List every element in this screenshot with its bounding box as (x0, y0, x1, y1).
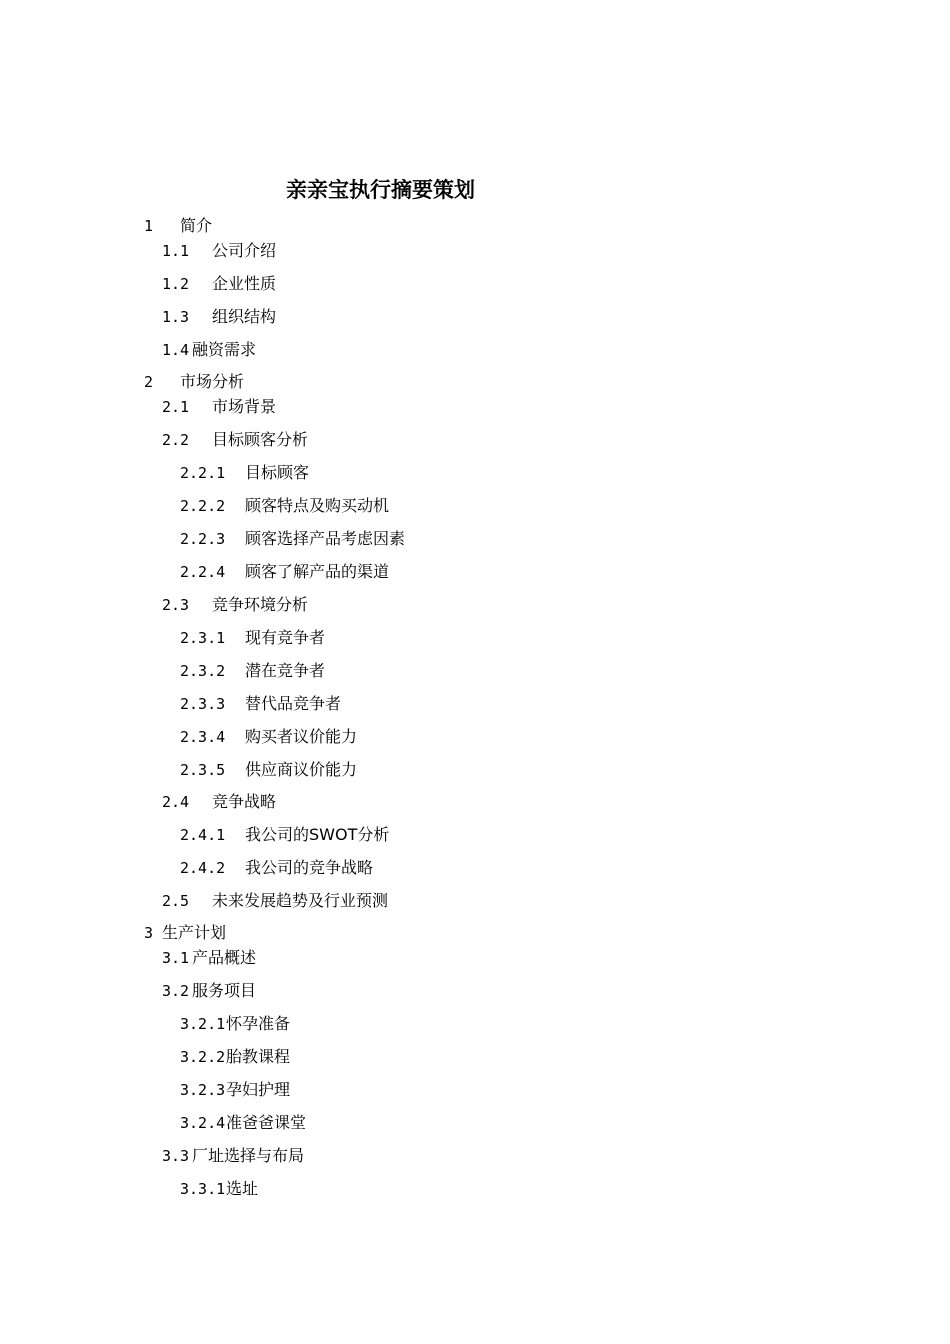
toc-entry-number: 3.1 (162, 949, 190, 967)
toc-entry-number: 1.2 (162, 275, 190, 293)
toc-entry-number: 3.2.4 (180, 1114, 226, 1132)
toc-entry-number: 2 (144, 373, 154, 391)
toc-entry-text: 潜在竞争者 (245, 661, 326, 680)
toc-entry-text: 准爸爸课堂 (226, 1113, 307, 1132)
toc-entry (162, 981, 256, 1001)
toc-entry-text: 胎教课程 (226, 1047, 291, 1066)
toc-entry-number: 2.5 (162, 892, 190, 910)
toc-entry-number: 2.2 (162, 431, 190, 449)
toc-entry (144, 372, 244, 392)
toc-entry (180, 463, 309, 483)
toc-entry-text: 生产计划 (162, 923, 227, 942)
toc-entry-text: 竞争环境分析 (212, 595, 309, 614)
toc-entry-number: 2.4.2 (180, 859, 226, 877)
toc-entry-text: 现有竞争者 (245, 628, 326, 647)
toc-entry-text: 市场分析 (180, 372, 245, 391)
toc-entry-number: 2.2.3 (180, 530, 226, 548)
toc-entry-number: 2.3.4 (180, 728, 226, 746)
toc-entry-text: 厂址选择与布局 (192, 1146, 305, 1165)
document-title: 亲亲宝执行摘要策划 (286, 177, 475, 202)
toc-entry (162, 1146, 304, 1166)
toc-entry-text: 未来发展趋势及行业预测 (212, 891, 389, 910)
toc-entry-number: 3.2 (162, 982, 190, 1000)
toc-entry (162, 274, 276, 294)
toc-entry-number: 2.2.4 (180, 563, 226, 581)
toc-entry (180, 562, 389, 582)
toc-entry-number: 3.2.2 (180, 1048, 226, 1066)
toc-entry (180, 628, 325, 648)
toc-entry-number: 3.2.3 (180, 1081, 226, 1099)
toc-entry (180, 529, 405, 549)
toc-entry (162, 948, 256, 968)
toc-entry-number: 2.4 (162, 793, 190, 811)
toc-entry (144, 923, 226, 943)
toc-entry (162, 307, 276, 327)
toc-entry-text: 目标顾客分析 (212, 430, 309, 449)
toc-entry-text: 服务项目 (192, 981, 257, 1000)
toc-entry-text: 我公司的竞争战略 (245, 858, 374, 877)
toc-entry (180, 858, 373, 878)
toc-entry-number: 2.4.1 (180, 826, 226, 844)
toc-entry (180, 760, 357, 780)
toc-entry (180, 661, 325, 681)
toc-entry (180, 1047, 290, 1067)
toc-entry (162, 792, 276, 812)
toc-entry-number: 1 (144, 217, 154, 235)
toc-entry-text: 替代品竞争者 (245, 694, 342, 713)
toc-entry-text: 我公司的SWOT分析 (245, 825, 390, 844)
toc-entry (144, 216, 212, 236)
toc-entry-number: 2.1 (162, 398, 190, 416)
toc-entry-number: 2.3.5 (180, 761, 226, 779)
toc-entry-text: 顾客选择产品考虑因素 (245, 529, 406, 548)
toc-entry-number: 2.2.1 (180, 464, 226, 482)
toc-entry (162, 397, 276, 417)
toc-entry-text: 孕妇护理 (226, 1080, 291, 1099)
toc-entry (162, 241, 276, 261)
toc-entry-number: 3.3.1 (180, 1180, 226, 1198)
toc-entry (180, 825, 389, 845)
toc-entry (180, 496, 389, 516)
toc-entry (180, 727, 357, 747)
toc-entry (180, 1080, 290, 1100)
toc-entry-text: 市场背景 (212, 397, 277, 416)
toc-entry-text: 融资需求 (192, 340, 257, 359)
toc-entry-number: 1.1 (162, 242, 190, 260)
toc-entry-text: 怀孕准备 (226, 1014, 291, 1033)
toc-entry (180, 1113, 306, 1133)
toc-entry (162, 595, 308, 615)
toc-entry (180, 1179, 258, 1199)
toc-entry (162, 430, 308, 450)
toc-entry (162, 340, 256, 360)
toc-entry-number: 2.3.1 (180, 629, 226, 647)
toc-entry-number: 1.4 (162, 341, 190, 359)
toc-entry-number: 2.3.2 (180, 662, 226, 680)
toc-entry-number: 3.2.1 (180, 1015, 226, 1033)
toc-entry-text: 顾客特点及购买动机 (245, 496, 390, 515)
toc-entry-text: 顾客了解产品的渠道 (245, 562, 390, 581)
toc-entry-number: 3.3 (162, 1147, 190, 1165)
toc-entry (180, 1014, 290, 1034)
toc-entry-number: 2.2.2 (180, 497, 226, 515)
toc-entry-text: 企业性质 (212, 274, 277, 293)
toc-entry-text: 购买者议价能力 (245, 727, 358, 746)
toc-entry-number: 2.3 (162, 596, 190, 614)
toc-entry-text: 目标顾客 (245, 463, 310, 482)
toc-entry-number: 2.3.3 (180, 695, 226, 713)
toc-entry (180, 694, 341, 714)
toc-entry-text: 供应商议价能力 (245, 760, 358, 779)
toc-entry-number: 3 (144, 924, 154, 942)
toc-entry-text: 选址 (226, 1179, 259, 1198)
toc-entry-text: 产品概述 (192, 948, 257, 967)
toc-entry (162, 891, 388, 911)
toc-entry-number: 1.3 (162, 308, 190, 326)
toc-entry-text: 竞争战略 (212, 792, 277, 811)
toc-entry-text: 简介 (180, 216, 213, 235)
toc-entry-text: 组织结构 (212, 307, 277, 326)
toc-entry-text: 公司介绍 (212, 241, 277, 260)
